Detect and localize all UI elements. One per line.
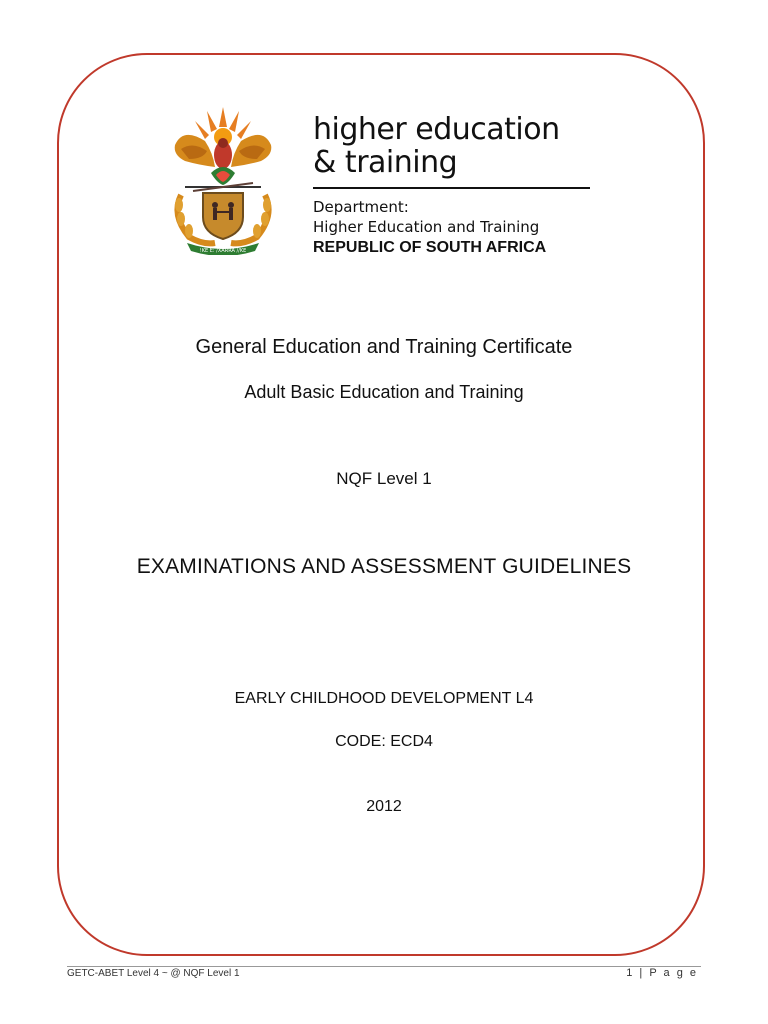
- page-number: 1 | P a g e: [626, 967, 698, 979]
- country-name: REPUBLIC OF SOUTH AFRICA: [313, 239, 547, 256]
- footer-left-text: GETC-ABET Level 4 ~ @ NQF Level 1: [67, 968, 240, 979]
- wordmark-line-1: higher education: [313, 112, 560, 147]
- subject-title: EARLY CHILDHOOD DEVELOPMENT L4: [234, 690, 534, 707]
- wordmark-line-2: & training: [313, 145, 458, 180]
- department-label: Department:: [313, 198, 409, 216]
- subject-code: CODE: ECD4: [335, 733, 433, 750]
- department-wordmark: [313, 113, 593, 258]
- department-logo: [163, 105, 603, 265]
- coat-of-arms-icon: [163, 105, 283, 255]
- wordmark-divider: [313, 187, 590, 189]
- program-title: Adult Basic Education and Training: [244, 382, 524, 402]
- certificate-title: General Education and Training Certificate: [195, 336, 573, 358]
- document-year: 2012: [366, 798, 402, 815]
- svg-text:!KE E: /XARRA //KE: !KE E: /XARRA //KE: [199, 248, 247, 254]
- document-title: EXAMINATIONS AND ASSESSMENT GUIDELINES: [136, 555, 632, 578]
- nqf-level: NQF Level 1: [336, 469, 432, 488]
- department-name: Higher Education and Training: [313, 218, 540, 236]
- footer-divider: [67, 966, 701, 967]
